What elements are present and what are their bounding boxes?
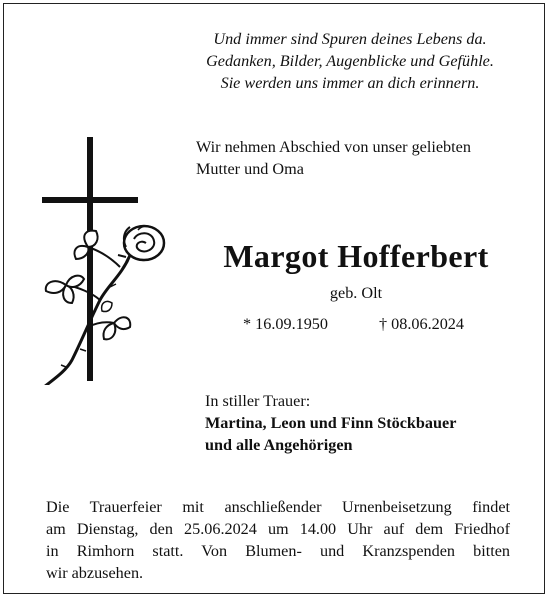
verse <box>170 28 530 94</box>
farewell-intro <box>196 136 536 180</box>
birth-date: * 16.09.1950 <box>243 315 328 333</box>
service-line: am Dienstag, den 25.06.2024 um 14.00 Uhr auf dem Friedhof <box>46 520 510 538</box>
mourners-heading: In stiller Trauer: <box>205 392 311 410</box>
service-line: in Rimhorn statt. Von Blumen- und Kranzspenden bitten <box>46 542 510 560</box>
mourners-names: Martina, Leon und Finn Stöckbauer <box>205 414 457 432</box>
verse-line: Und immer sind Spuren deines Lebens da. <box>213 30 487 48</box>
verse-line: Sie werden uns immer an dich erinnern. <box>220 74 480 92</box>
cross-with-rose-icon <box>30 135 170 385</box>
death-date: † 08.06.2024 <box>379 315 464 333</box>
intro-line: Wir nehmen Abschied von unser geliebten <box>196 138 471 156</box>
maiden-name: geb. Olt <box>329 284 383 302</box>
mourners-relatives: und alle Angehörigen <box>205 436 353 454</box>
intro-line: Mutter und Oma <box>196 160 304 178</box>
verse-line: Gedanken, Bilder, Augenblicke und Gefühle. <box>206 52 494 70</box>
service-line: wir abzusehen. <box>46 564 144 582</box>
mourners-block <box>205 390 525 456</box>
service-info <box>46 496 510 584</box>
deceased-name: Margot Hofferbert <box>223 238 489 274</box>
service-line: Die Trauerfeier mit anschließender Urnenbeisetzung findet <box>46 498 510 516</box>
